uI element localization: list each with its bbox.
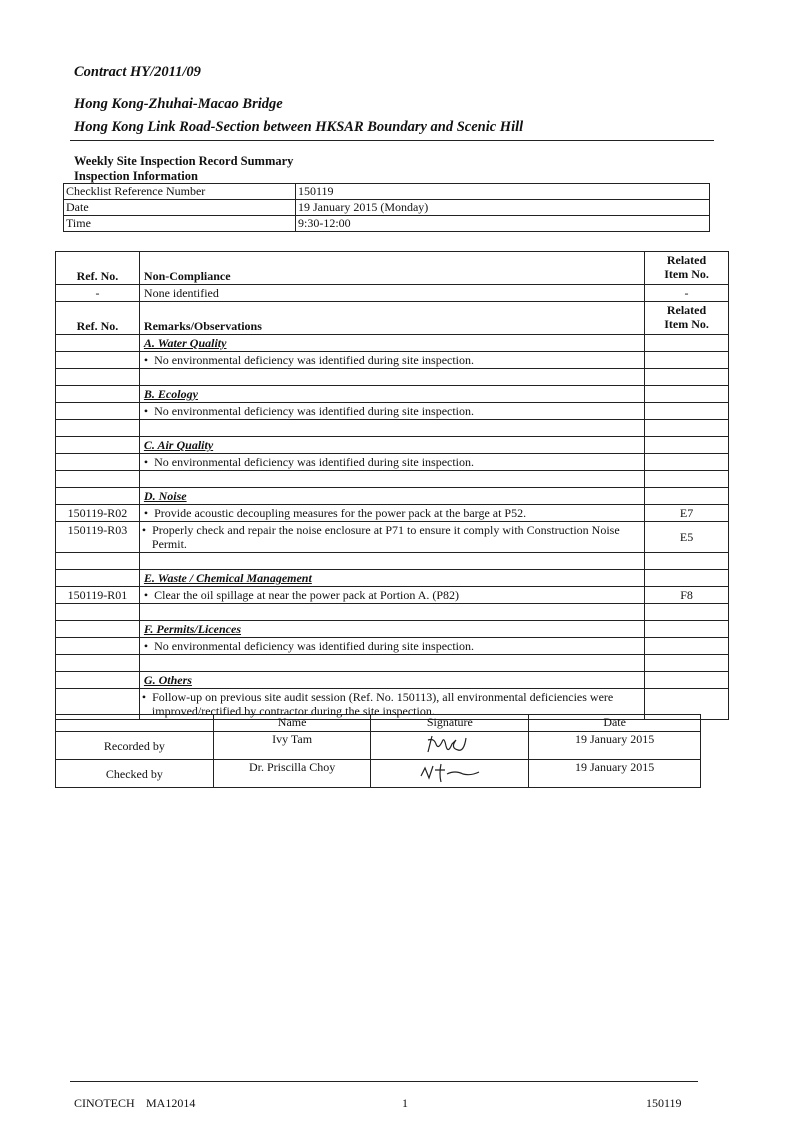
remark-item: E5 <box>645 522 729 553</box>
info-value: 9:30-12:00 <box>296 216 710 232</box>
blank-row <box>56 604 729 621</box>
remark-text: • No environmental deficiency was identified during site inspection. <box>139 454 644 471</box>
recorded-by-label: Recorded by <box>56 732 214 760</box>
related-header <box>645 252 729 285</box>
table-row <box>56 522 729 553</box>
signature-header: Signature <box>371 715 529 732</box>
blank-row <box>56 655 729 672</box>
section-others: G. Others <box>139 672 644 689</box>
section-air-quality: C. Air Quality <box>139 437 644 454</box>
nc-text: None identified <box>139 285 644 302</box>
table-row <box>56 638 729 655</box>
related-header-line1: Related <box>666 253 707 267</box>
info-row <box>64 200 710 216</box>
remark-text: • Properly check and repair the noise enclosure at P71 to ensure it comply with Construction Noise Permit. <box>139 522 644 553</box>
name-header: Name <box>213 715 371 732</box>
related-header <box>645 302 729 335</box>
recorded-by-name: Ivy Tam <box>213 732 371 760</box>
table-row <box>56 403 729 420</box>
signoff-header-row <box>56 715 701 732</box>
table-row <box>56 505 729 522</box>
section-row <box>56 335 729 352</box>
inspection-record-table <box>55 251 729 720</box>
signoff-table <box>55 714 701 788</box>
info-label: Date <box>64 200 296 216</box>
blank-row <box>56 369 729 386</box>
ref-header: Ref. No. <box>56 302 140 335</box>
remark-ref: 150119-R03 <box>56 522 140 553</box>
remark-item: F8 <box>645 587 729 604</box>
info-label: Checklist Reference Number <box>64 184 296 200</box>
info-row <box>64 184 710 200</box>
nc-ref: - <box>56 285 140 302</box>
checked-by-name: Dr. Priscilla Choy <box>213 760 371 788</box>
remark-text: • Follow-up on previous site audit session (Ref. No. 150113), all environmental deficiencies were improved/rectified by contractor during the site inspection. <box>139 689 644 720</box>
remark-text: • No environmental deficiency was identified during site inspection. <box>139 638 644 655</box>
section-water-quality: A. Water Quality <box>139 335 644 352</box>
date-header: Date <box>529 715 701 732</box>
signoff-row <box>56 732 701 760</box>
table-row <box>56 587 729 604</box>
footer-ref: 150119 <box>646 1096 682 1110</box>
related-header-line2: Item No. <box>664 317 709 331</box>
section-ecology: B. Ecology <box>139 386 644 403</box>
noncompliance-header: Non-Compliance <box>139 252 644 285</box>
related-header-line2: Item No. <box>664 267 709 281</box>
remarks-header-row <box>56 302 729 335</box>
project-title: Hong Kong-Zhuhai-Macao Bridge <box>74 96 283 112</box>
signature-icon <box>420 732 480 756</box>
info-value: 150119 <box>296 184 710 200</box>
blank-row <box>56 471 729 488</box>
section-row <box>56 437 729 454</box>
checked-date: 19 January 2015 <box>529 760 701 788</box>
inspection-title: Inspection Information <box>74 169 198 183</box>
section-waste: E. Waste / Chemical Management <box>139 570 644 587</box>
checked-by-label: Checked by <box>56 760 214 788</box>
info-row <box>64 216 710 232</box>
footer-rule <box>70 1081 698 1082</box>
related-header-line1: Related <box>666 303 707 317</box>
info-label: Time <box>64 216 296 232</box>
ref-header: Ref. No. <box>56 252 140 285</box>
table-row <box>56 454 729 471</box>
blank-row <box>56 420 729 437</box>
section-permits: F. Permits/Licences <box>139 621 644 638</box>
inspection-info-table <box>63 183 710 232</box>
section-row <box>56 570 729 587</box>
section-row <box>56 672 729 689</box>
recorded-signature <box>371 732 529 760</box>
signoff-row <box>56 760 701 788</box>
footer-doc: MA12014 <box>146 1096 196 1110</box>
contract-number: Contract HY/2011/09 <box>74 64 201 80</box>
recorded-date: 19 January 2015 <box>529 732 701 760</box>
section-noise: D. Noise <box>139 488 644 505</box>
checked-signature <box>371 760 529 788</box>
signature-icon <box>415 760 485 784</box>
noncompliance-header-row <box>56 252 729 285</box>
header-rule <box>70 140 714 141</box>
blank-row <box>56 553 729 570</box>
summary-title: Weekly Site Inspection Record Summary <box>74 154 294 168</box>
nc-item: - <box>645 285 729 302</box>
remarks-header: Remarks/Observations <box>139 302 644 335</box>
page-number: 1 <box>402 1096 408 1110</box>
footer-company: CINOTECH <box>74 1096 135 1110</box>
remark-item: E7 <box>645 505 729 522</box>
remark-text: • Provide acoustic decoupling measures for the power pack at the barge at P52. <box>139 505 644 522</box>
info-value: 19 January 2015 (Monday) <box>296 200 710 216</box>
section-row <box>56 386 729 403</box>
section-row <box>56 488 729 505</box>
section-row <box>56 621 729 638</box>
section-title: Hong Kong Link Road-Section between HKSAR Boundary and Scenic Hill <box>74 119 524 135</box>
remark-text: • No environmental deficiency was identified during site inspection. <box>139 403 644 420</box>
remark-text: • Clear the oil spillage at near the power pack at Portion A. (P82) <box>139 587 644 604</box>
table-row <box>56 285 729 302</box>
remark-ref: 150119-R01 <box>56 587 140 604</box>
table-row <box>56 352 729 369</box>
remark-text: • No environmental deficiency was identified during site inspection. <box>139 352 644 369</box>
remark-ref: 150119-R02 <box>56 505 140 522</box>
